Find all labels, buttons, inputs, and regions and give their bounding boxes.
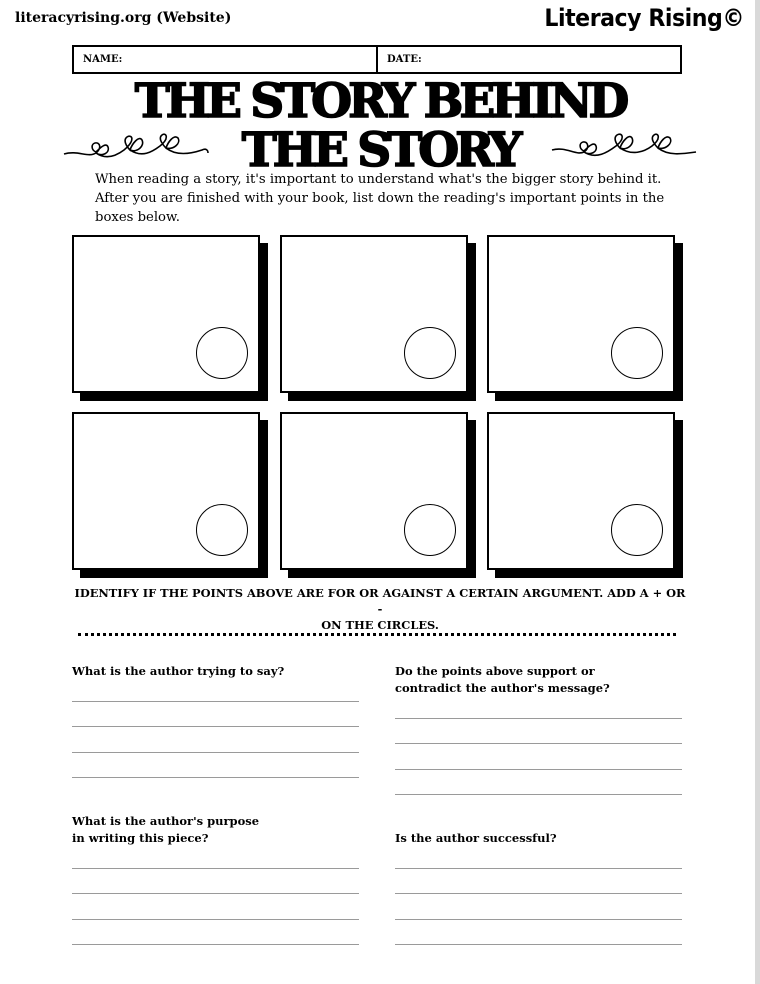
name-date-fields	[72, 45, 682, 74]
answer-line[interactable]	[72, 752, 359, 753]
site-url[interactable]: literacyrising.org (Website)	[15, 10, 232, 26]
answer-line[interactable]	[395, 944, 682, 945]
question-author-purpose	[72, 813, 259, 847]
question-support-contradict-line-2: contradict the author's message?	[395, 681, 610, 695]
point-circle[interactable]	[196, 327, 248, 379]
intro-paragraph: When reading a story, it's important to understand what's the bigger story behind it. After you are finished with your book, list down the reading's important points in the boxes below.	[95, 172, 665, 225]
name-label: NAME:	[83, 54, 123, 65]
answer-line[interactable]	[72, 893, 359, 894]
answer-line[interactable]	[72, 944, 359, 945]
question-author-saying-text: What is the author trying to say?	[72, 664, 285, 678]
answer-line[interactable]	[395, 868, 682, 869]
point-circle[interactable]	[611, 504, 663, 556]
answer-line[interactable]	[395, 743, 682, 744]
point-box[interactable]	[72, 235, 260, 393]
question-author-purpose-line-1: What is the author's purpose	[72, 814, 260, 828]
answer-line[interactable]	[72, 726, 359, 727]
instruction-line-2: -	[377, 602, 383, 616]
point-circle[interactable]	[404, 327, 456, 379]
answer-line[interactable]	[395, 919, 682, 920]
point-box[interactable]	[487, 235, 675, 393]
instruction-text	[40, 585, 720, 633]
point-circle[interactable]	[611, 327, 663, 379]
brand-logo: Literacy Rising©	[544, 4, 744, 32]
point-box[interactable]	[487, 412, 675, 570]
point-circle[interactable]	[196, 504, 248, 556]
answer-line[interactable]	[72, 919, 359, 920]
date-field[interactable]	[376, 47, 680, 72]
question-author-saying	[72, 663, 284, 680]
answer-line[interactable]	[395, 893, 682, 894]
hearts-doodle-right-icon	[550, 128, 700, 168]
title-line-2: THE STORY	[241, 123, 519, 178]
point-box[interactable]	[72, 412, 260, 570]
name-field[interactable]	[74, 47, 376, 72]
question-author-successful-text: Is the author successful?	[395, 831, 557, 845]
answer-line[interactable]	[395, 718, 682, 719]
instruction-line-3: ON THE CIRCLES.	[321, 618, 439, 632]
dotted-divider	[78, 633, 676, 636]
question-author-purpose-line-2: in writing this piece?	[72, 831, 209, 845]
instruction-line-1: IDENTIFY IF THE POINTS ABOVE ARE FOR OR AGAINST A CERTAIN ARGUMENT. ADD A + OR	[74, 586, 686, 600]
answer-line[interactable]	[72, 701, 359, 702]
point-circle[interactable]	[404, 504, 456, 556]
answer-line[interactable]	[395, 794, 682, 795]
title-line-1: THE STORY BEHIND	[134, 74, 626, 129]
point-box[interactable]	[280, 412, 468, 570]
date-label: DATE:	[387, 54, 422, 65]
question-author-successful	[395, 830, 557, 847]
question-support-contradict-line-1: Do the points above support or	[395, 664, 595, 678]
hearts-doodle-left-icon	[62, 128, 212, 168]
answer-line[interactable]	[72, 777, 359, 778]
point-box[interactable]	[280, 235, 468, 393]
question-support-contradict	[395, 663, 610, 697]
answer-line[interactable]	[395, 769, 682, 770]
answer-line[interactable]	[72, 868, 359, 869]
